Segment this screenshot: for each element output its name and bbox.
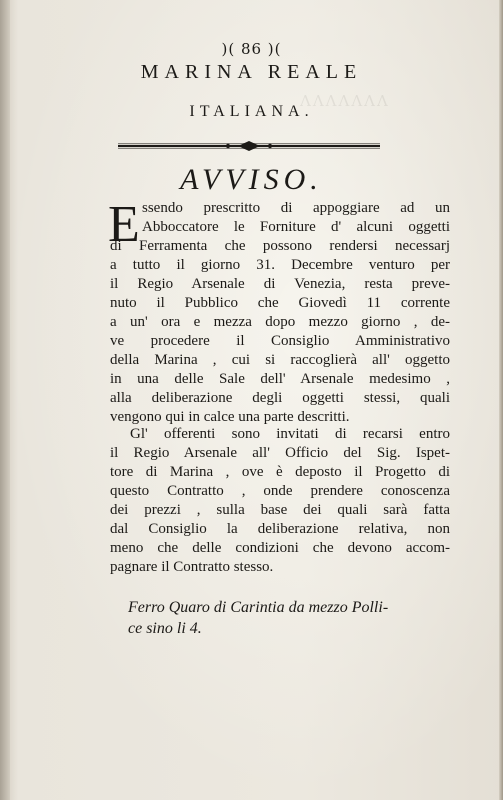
paragraph-2 <box>110 425 450 577</box>
notice-heading: AVVISO. <box>180 163 323 196</box>
text-line: pagnare il Contratto stesso. <box>110 559 274 575</box>
drop-cap: E <box>108 196 140 253</box>
text-line: vengono qui in calce una parte descritti. <box>110 409 350 425</box>
text-line: dei prezzi , sulla base dei quali sarà fatta <box>110 502 450 518</box>
show-through-decoration: ΛΛΛΛΛΛΛ <box>300 92 390 110</box>
item-note <box>128 597 448 639</box>
note-line: ce sino li 4. <box>128 620 202 637</box>
ornamental-rule <box>118 140 380 152</box>
text-line: meno che delle condizioni che devono accom- <box>110 540 450 556</box>
note-line: Ferro Quaro di Carintia da mezzo Polli- <box>128 599 389 616</box>
text-line: il Regio Arsenale di Venezia, resta preve- <box>110 276 450 292</box>
text-line: ssendo prescritto di appoggiare ad un <box>142 200 450 216</box>
header-title: MARINA REALE <box>140 61 363 83</box>
text-line: nuto il Pubblico che Giovedì 11 corrente <box>110 295 450 311</box>
text-line: tore di Marina , ove è deposto il Progetto di <box>110 464 450 480</box>
text-line: in una delle Sale dell' Arsenale medesimo , <box>110 371 450 387</box>
text-line: della Marina , cui si raccoglierà all' oggetto <box>110 352 450 368</box>
text-line: di Ferramenta che possono rendersi necessarj <box>110 238 450 254</box>
text-line: ve procedere il Consiglio Amministrativo <box>110 333 450 349</box>
text-line: Gl' offerenti sono invitati di recarsi entro <box>130 426 450 442</box>
text-line: a tutto il giorno 31. Decembre venturo per <box>110 257 450 273</box>
text-line: Abboccatore le Forniture d' alcuni oggetti <box>142 219 450 235</box>
text-line: questo Contratto , onde prendere conoscenza <box>110 483 450 499</box>
text-line: a un' ora e mezza dopo mezzo giorno , de- <box>110 314 450 330</box>
paragraph-1 <box>108 196 450 427</box>
text-line: il Regio Arsenale all' Officio del Sig. Ispet- <box>110 445 450 461</box>
header-subtitle: ITALIANA. <box>189 103 314 120</box>
text-line: alla deliberazione degli oggetti stessi, quali <box>110 390 450 406</box>
text-line: dal Consiglio la deliberazione relativa, non <box>110 521 450 537</box>
page-number: )( 86 )( <box>221 40 282 58</box>
